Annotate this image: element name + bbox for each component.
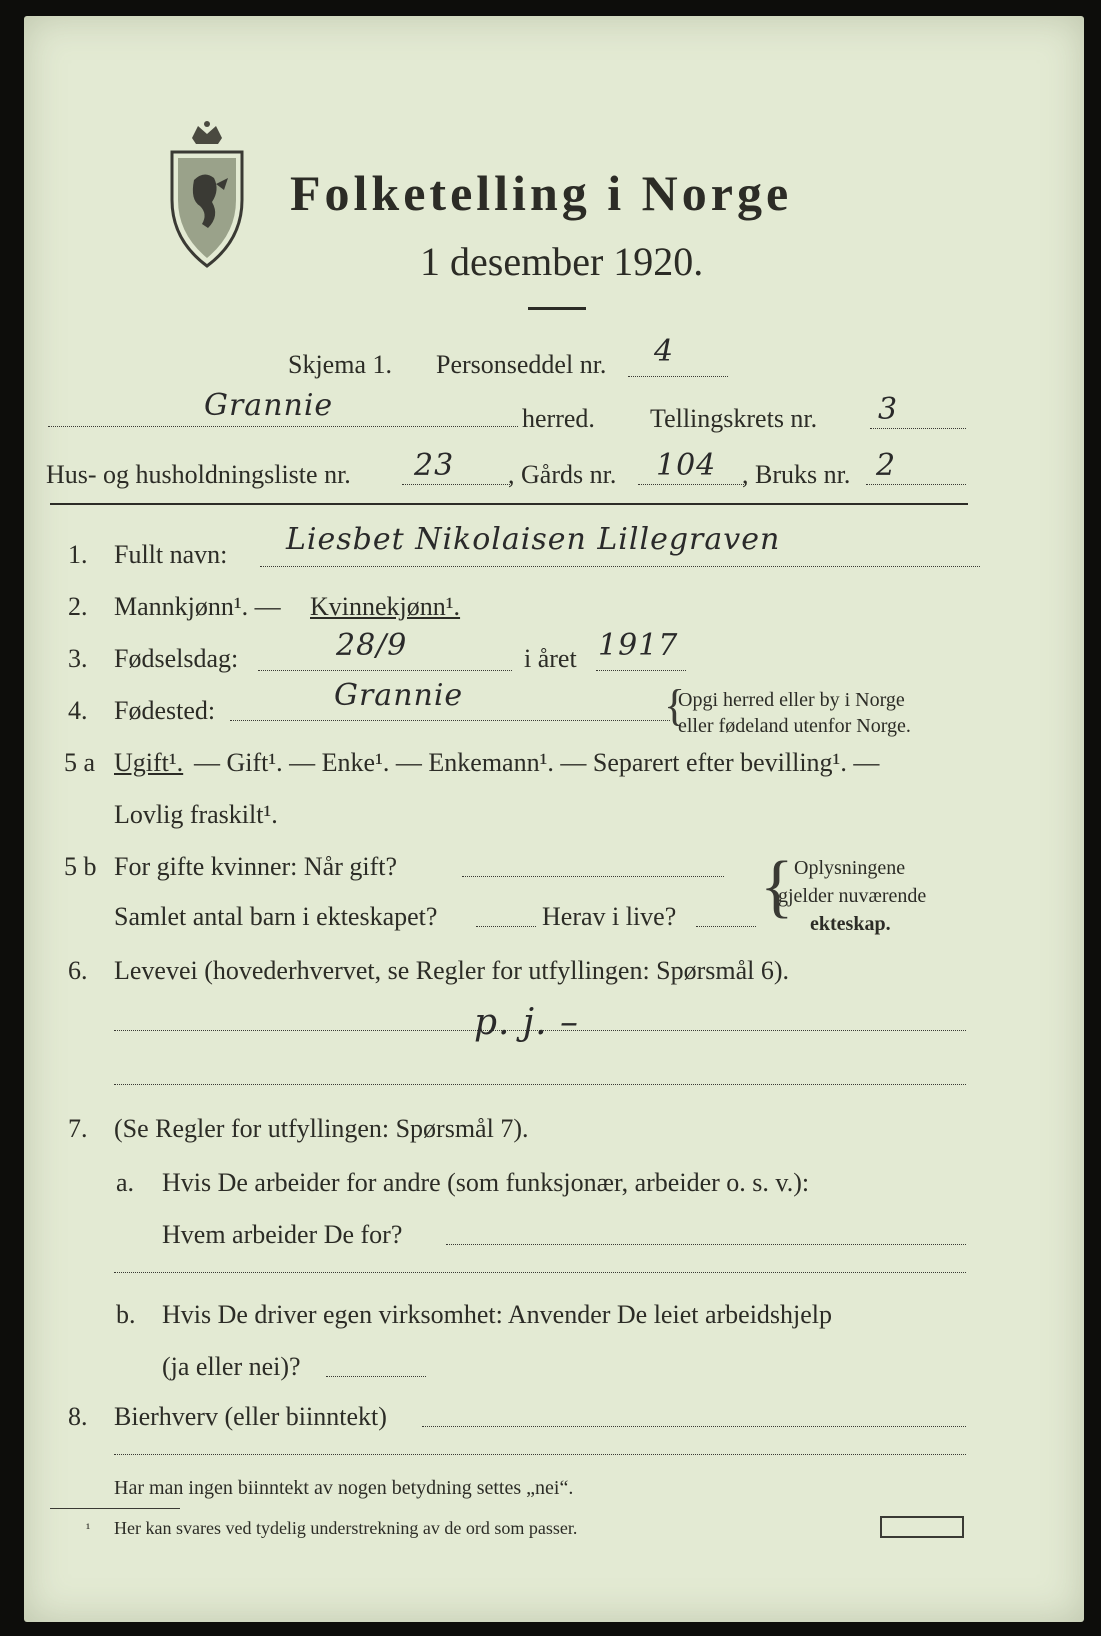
skjema-label: Skjema 1. (288, 350, 392, 379)
q7-number: 7. (68, 1114, 88, 1143)
q4-birthplace-value[interactable]: Grannie (334, 678, 464, 713)
q2-male-option[interactable]: Mannkjønn¹. — (114, 592, 281, 621)
q6-label: Levevei (hovederhvervet, se Regler for utfyllingen: Spørsmål 6). (114, 956, 790, 985)
q7b-label: Hvis De driver egen virksomhet: Anvender De leiet arbeidshjelp (162, 1300, 833, 1329)
header-separator (50, 503, 968, 505)
q7a-label: Hvis De arbeider for andre (som funksjonær, arbeider o. s. v.): (162, 1168, 810, 1197)
q5b-label-alive: Herav i live? (542, 902, 677, 931)
q3-birthday-value[interactable]: 28/9 (336, 628, 408, 663)
bruks-value[interactable]: 2 (876, 448, 897, 483)
q8-line-2 (114, 1454, 966, 1455)
personseddel-line (628, 376, 728, 377)
q8-number: 8. (68, 1402, 88, 1431)
norway-lion-crest-icon (164, 120, 250, 270)
q6-occupation-value[interactable]: p. j. – (474, 1002, 579, 1043)
q7a-number: a. (116, 1168, 135, 1197)
census-form (24, 16, 1084, 1622)
herred-label: herred. (522, 404, 595, 433)
title-divider (528, 307, 586, 310)
q3-year-line (596, 670, 686, 671)
gards-label: , Gårds nr. (508, 460, 617, 489)
q8-line-1 (422, 1426, 966, 1427)
q3-line (258, 670, 512, 671)
q4-note-1: Opgi herred eller by i Norge (678, 689, 905, 711)
hus-label: Hus- og husholdningsliste nr. (46, 460, 351, 489)
q5b-number: 5 b (64, 852, 97, 881)
q5b-note-2: gjelder nuværende (778, 885, 927, 907)
tellingskrets-line (870, 428, 966, 429)
herred-value[interactable]: Grannie (204, 388, 334, 423)
q8-label: Bierhverv (eller biinntekt) (114, 1402, 387, 1431)
q1-full-name[interactable]: Liesbet Nikolaisen Lillegraven (286, 522, 781, 557)
q4-line (230, 720, 670, 721)
q7b-number: b. (116, 1300, 136, 1329)
q4-brace: { (664, 681, 686, 730)
form-title: Folketelling i Norge (290, 165, 793, 221)
q5b-married-line (462, 876, 724, 877)
q3-year-value[interactable]: 1917 (598, 628, 679, 663)
footer-note: Har man ingen biinntekt av nogen betydning settes „nei“. (114, 1477, 574, 1499)
q5b-note-1: Oplysningene (794, 857, 906, 879)
q6-number: 6. (68, 956, 88, 985)
tellingskrets-value[interactable]: 3 (878, 392, 899, 427)
q5b-brace: { (760, 848, 794, 925)
q3-year-label: i året (524, 644, 577, 673)
q7a-line-1 (446, 1244, 966, 1245)
footnote-text: Her kan svares ved tydelig understrekning av de ord som passer. (114, 1518, 578, 1538)
q1-number: 1. (68, 540, 88, 569)
q6-line-2 (114, 1084, 966, 1085)
q7a-label-2: Hvem arbeider De for? (162, 1220, 403, 1249)
hus-line (402, 484, 510, 485)
gards-line (638, 484, 746, 485)
q5a-fraskilt-option[interactable]: Lovlig fraskilt¹. (114, 800, 278, 829)
q4-label: Fødested: (114, 696, 216, 725)
bruks-line (866, 484, 966, 485)
q5b-alive-line (696, 926, 756, 927)
q5a-number: 5 a (64, 748, 96, 777)
personseddel-label: Personseddel nr. (436, 350, 607, 379)
q5b-label-married: For gifte kvinner: Når gift? (114, 852, 398, 881)
q2-female-option[interactable]: Kvinnekjønn¹. (310, 592, 461, 621)
q5a-ugift-option[interactable]: Ugift¹. (114, 748, 184, 777)
bruks-label: , Bruks nr. (742, 460, 851, 489)
q4-number: 4. (68, 696, 88, 725)
census-date: 1 desember 1920. (420, 239, 704, 284)
q5b-label-children: Samlet antal barn i ekteskapet? (114, 902, 438, 931)
q7b-line (326, 1376, 426, 1377)
hus-value[interactable]: 23 (414, 448, 455, 483)
footnote-mark: ¹ (86, 1522, 91, 1537)
footnote-rule (50, 1508, 180, 1509)
herred-line (48, 426, 518, 427)
q2-number: 2. (68, 592, 88, 621)
q5b-note-3: ekteskap. (810, 913, 891, 935)
q5b-children-line (476, 926, 536, 927)
q7-label: (Se Regler for utfyllingen: Spørsmål 7). (114, 1114, 529, 1143)
q7a-line-2 (114, 1272, 966, 1273)
gards-value[interactable]: 104 (656, 448, 717, 483)
printer-stamp-icon (880, 1516, 964, 1538)
q1-line (260, 566, 980, 567)
personseddel-value[interactable]: 4 (654, 334, 675, 369)
q1-label: Fullt navn: (114, 540, 228, 569)
q4-note-2: eller fødeland utenfor Norge. (678, 715, 911, 737)
q5a-other-options[interactable]: — Gift¹. — Enke¹. — Enkemann¹. — Separert efter bevilling¹. — (194, 748, 880, 777)
q7b-label-2: (ja eller nei)? (162, 1352, 301, 1381)
q3-number: 3. (68, 644, 88, 673)
q3-label: Fødselsdag: (114, 644, 239, 673)
tellingskrets-label: Tellingskrets nr. (650, 404, 818, 433)
